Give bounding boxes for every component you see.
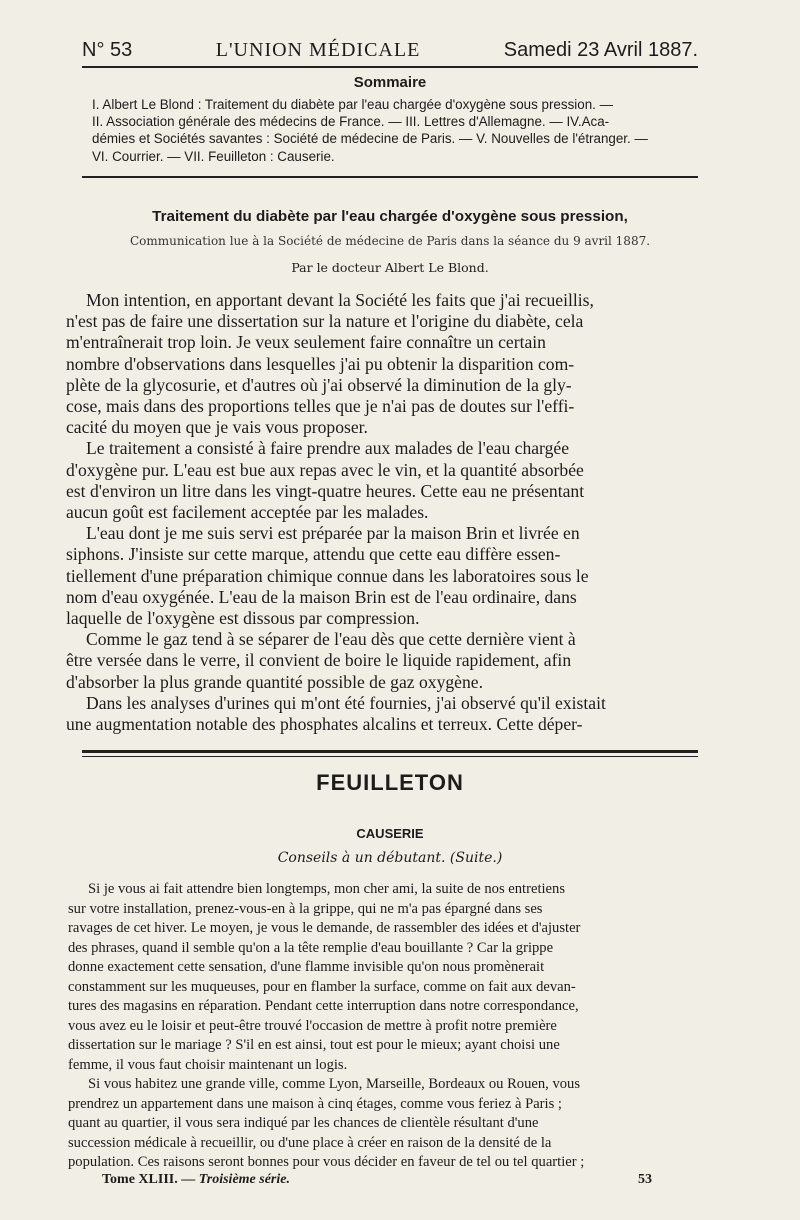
feuilleton-line: prendrez un appartement dans une maison à cinq étages, comme vous feriez à Paris ;	[68, 1095, 562, 1112]
page-header	[82, 28, 698, 62]
article-line: est d'environ un litre dans les vingt-quatre heures. Cette eau ne présentant	[66, 480, 585, 501]
article-title: Traitement du diabète par l'eau chargée d'oxygène sous pression,	[152, 208, 628, 225]
article-line: cose, mais dans des proportions telles que je n'ai pas de doutes sur l'effi-	[66, 396, 575, 417]
article-line: siphons. J'insiste sur cette marque, attendu que cette eau diffère essen-	[66, 544, 561, 565]
article-line: aucun goût est facilement acceptée par les malades.	[66, 502, 429, 523]
feuilleton-line: ravages de cet hiver. Le moyen, je vous le demande, de rassembler des idées et d'ajuster	[68, 920, 581, 936]
page-number: 53	[638, 1172, 652, 1187]
article-line: nom d'eau oxygénée. L'eau de la maison Brin est de l'eau ordinaire, dans	[66, 586, 577, 607]
article-line: nombre d'observations dans lesquelles j'ai pu obtenir la disparition com-	[66, 353, 575, 374]
article-line: n'est pas de faire une dissertation sur la nature et l'origine du diabète, cela	[66, 311, 584, 332]
series-label: Troisième série.	[198, 1172, 290, 1187]
feuilleton-line: donne exactement cette sensation, d'une flamme invisible qu'on nous promènerait	[68, 959, 545, 975]
article-body	[66, 290, 698, 735]
article-line: tiellement d'une préparation chimique connue dans les laboratoires sous le	[66, 565, 589, 586]
feuilleton-rule-top	[82, 750, 698, 753]
feuilleton-line: vous avez eu le loisir et peut-être trouvé l'occasion de mettre à profit notre première	[68, 1017, 557, 1034]
causerie-heading: CAUSERIE	[356, 826, 424, 841]
article-line: L'eau dont je me suis servi est préparée par la maison Brin et livrée en	[86, 523, 580, 544]
feuilleton-line: des phrases, quand il semble qu'on a la tête remplie d'eau bouillante ? Car la grippe	[68, 939, 554, 956]
feuilleton-line: population. Ces raisons seront bonnes pour vous décider en faveur de tel ou tel quartier ;	[68, 1154, 585, 1170]
header-rule	[82, 66, 698, 68]
article-line: être versée dans le verre, il convient de boire le liquide rapidement, afin	[66, 650, 572, 671]
article-line: Comme le gaz tend à se séparer de l'eau dès que cette dernière vient à	[86, 629, 576, 650]
sommaire-line: VI. Courrier. — VII. Feuilleton : Causerie.	[92, 148, 335, 164]
article-communication: Communication lue à la Société de médecine de Paris dans la séance du 9 avril 1887.	[129, 234, 651, 248]
sommaire-heading: Sommaire	[353, 74, 427, 91]
article-line: plète de la glycosurie, et d'autres où j'ai observé la diminution de la gly-	[66, 374, 572, 395]
sommaire-line: II. Association générale des médecins de France. — III. Lettres d'Allemagne. — IV.Aca-	[92, 114, 610, 130]
sommaire-line: démies et Sociétés savantes : Société de médecine de Paris. — V. Nouvelles de l'étranger. —	[92, 131, 648, 147]
article-author: Par le docteur Albert Le Blond.	[291, 260, 489, 275]
issue-number: N° 53	[82, 39, 133, 61]
feuilleton-line: quant au quartier, il vous sera indiqué par les chances de clientèle résultant d'une	[68, 1115, 539, 1131]
page-footer	[102, 1172, 652, 1188]
feuilleton-line: Si vous habitez une grande ville, comme Lyon, Marseille, Bordeaux ou Rouen, vous	[88, 1076, 581, 1092]
feuilleton-line: tures des magasins en réparation. Pendant cette interruption dans notre correspondance,	[68, 998, 579, 1014]
article-line: Mon intention, en apportant devant la Société les faits que j'ai recueillis,	[86, 290, 594, 310]
issue-date: Samedi 23 Avril 1887.	[503, 39, 698, 61]
feuilleton-body	[68, 880, 698, 1173]
tome-label: Tome XLIII. —	[102, 1172, 196, 1187]
feuilleton-line: dissertation sur le mariage ? S'il en est ainsi, tout est pour le mieux; ayant choisi une	[68, 1037, 560, 1053]
feuilleton-subtitle: Conseils à un débutant. (Suite.)	[277, 850, 503, 866]
article-line: d'absorber la plus grande quantité possible de gaz oxygène.	[66, 671, 483, 692]
sommaire-rule	[82, 176, 698, 178]
feuilleton-line: constamment sur les muqueuses, pour en flamber la surface, comme on fait aux devan-	[68, 978, 576, 995]
article-line: Dans les analyses d'urines qui m'ont été fournies, j'ai observé qu'il existait	[86, 692, 606, 713]
sommaire-list	[92, 96, 698, 165]
article-line: Le traitement a consisté à faire prendre aux malades de l'eau chargée	[86, 438, 570, 459]
journal-title: L'UNION MÉDICALE	[215, 39, 421, 61]
article-line: une augmentation notable des phosphates alcalins et terreux. Cette déper-	[66, 714, 583, 735]
feuilleton-heading: FEUILLETON	[316, 770, 464, 795]
feuilleton-line: femme, il vous faut choisir maintenant un logis.	[68, 1056, 348, 1073]
article-line: cacité du moyen que je vais vous proposer.	[66, 417, 368, 438]
feuilleton-line: Si je vous ai fait attendre bien longtemps, mon cher ami, la suite de nos entretiens	[88, 881, 566, 897]
article-line: laquelle de l'oxygène est dissous par compression.	[66, 608, 420, 629]
feuilleton-rule-bottom	[82, 756, 698, 757]
feuilleton-line: sur votre installation, prenez-vous-en à la grippe, qui ne m'a pas épargné dans ses	[68, 900, 543, 917]
article-line: m'entraînerait trop loin. Je veux seulement faire connaître un certain	[66, 332, 546, 353]
sommaire-line: I. Albert Le Blond : Traitement du diabète par l'eau chargée d'oxygène sous pression. —	[92, 97, 613, 112]
feuilleton-line: succession médicale à recueillir, ou d'une place à créer en raison de la densité de la	[68, 1134, 552, 1151]
article-line: d'oxygène pur. L'eau est bue aux repas avec le vin, et la quantité absorbée	[66, 459, 584, 480]
